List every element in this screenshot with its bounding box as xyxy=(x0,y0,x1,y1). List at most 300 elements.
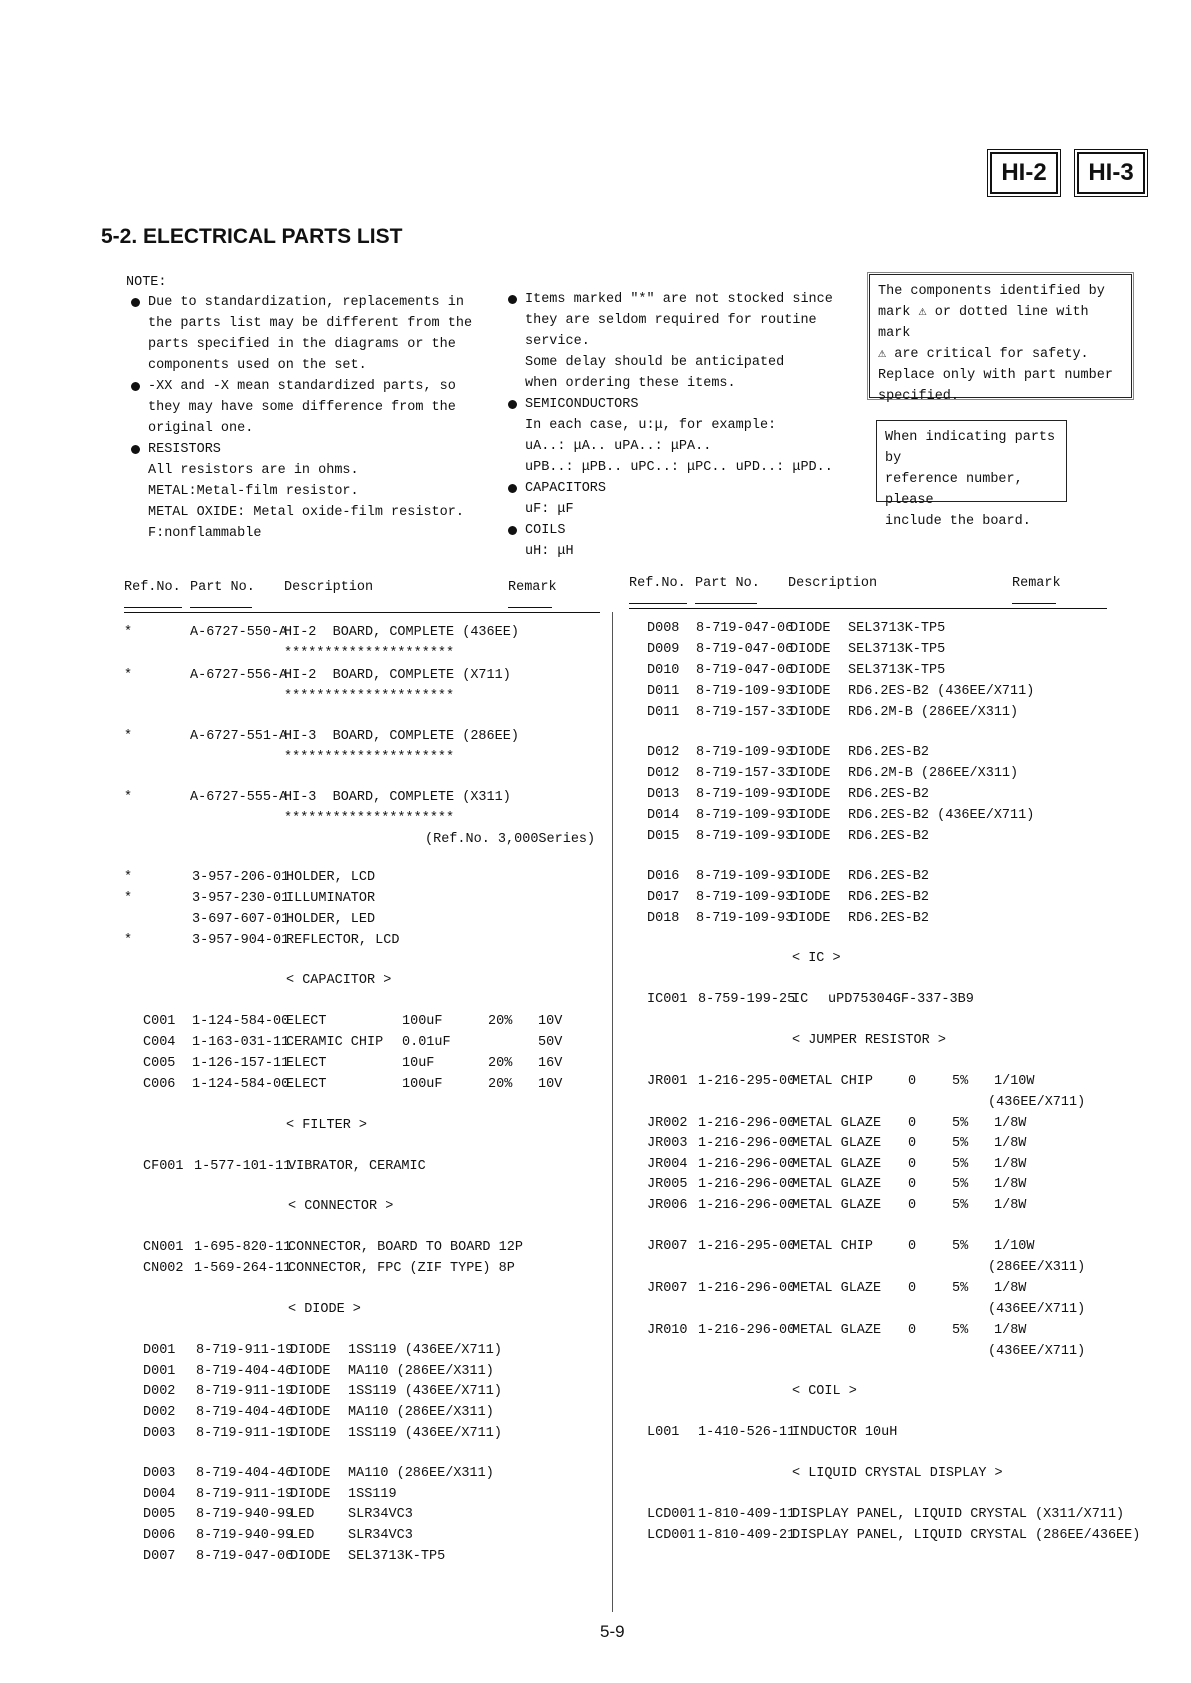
table-row xyxy=(0,618,1191,639)
board-separator: ********************* xyxy=(284,689,455,704)
table-row xyxy=(0,1484,1191,1505)
section-title-diode: < DIODE > xyxy=(288,1302,361,1317)
part-number: 8-719-911-19 xyxy=(196,1426,294,1441)
tolerance: 5% xyxy=(952,1116,969,1131)
tolerance: 5% xyxy=(952,1239,969,1254)
table-row xyxy=(0,866,1191,887)
table-row xyxy=(0,742,1191,763)
value: 0 xyxy=(908,1157,917,1172)
note-bullet-item: CAPACITORS xyxy=(503,478,863,499)
ref-no: D016 xyxy=(647,869,680,884)
description: CERAMIC CHIP xyxy=(286,1035,384,1050)
ref-no: CN001 xyxy=(143,1240,184,1255)
remark: (436EE/X711) xyxy=(988,1095,1086,1110)
type: SLR34VC3 xyxy=(348,1507,413,1522)
tolerance: 20% xyxy=(488,1077,513,1092)
value: 0 xyxy=(908,1323,917,1338)
part-number: 8-719-109-93 xyxy=(696,869,794,884)
type: 1SS119 xyxy=(348,1487,397,1502)
value: 0 xyxy=(908,1239,917,1254)
part-number: 1-163-031-11 xyxy=(192,1035,290,1050)
table-row xyxy=(0,1113,1191,1134)
description: ELECT xyxy=(286,1014,327,1029)
ref-no: JR001 xyxy=(647,1074,688,1089)
note-line: METAL:Metal-film resistor. xyxy=(148,484,359,499)
ref-no: D010 xyxy=(647,663,680,678)
table-row xyxy=(0,1032,1191,1053)
wattage: 1/10W xyxy=(994,1074,1035,1089)
wattage: 1/8W xyxy=(994,1281,1027,1296)
wattage: 1/8W xyxy=(994,1116,1027,1131)
part-number: 1-124-584-00 xyxy=(192,1077,290,1092)
wattage: 1/8W xyxy=(994,1323,1027,1338)
type: 1SS119 (436EE/X711) xyxy=(348,1343,502,1358)
ref-no: D012 xyxy=(647,766,680,781)
description: DIODE xyxy=(790,621,831,636)
description: DIODE xyxy=(790,808,831,823)
left-header-rule xyxy=(124,612,600,613)
part-number: A-6727-555-A xyxy=(190,790,288,805)
note-line: they are seldom required for routine service. xyxy=(525,313,817,349)
part-number: 3-697-607-01 xyxy=(192,912,290,927)
part-number: 1-810-409-21 xyxy=(698,1528,796,1543)
ref-no: D014 xyxy=(647,808,680,823)
ref-no: D015 xyxy=(647,829,680,844)
type: RD6.2ES-B2 xyxy=(848,911,930,926)
header-ref-no: Ref.No. xyxy=(124,580,182,608)
table-row xyxy=(0,1011,1191,1032)
value: 100uF xyxy=(402,1014,443,1029)
part-number: 8-719-157-33 xyxy=(696,705,794,720)
description: DISPLAY PANEL, LIQUID CRYSTAL (X311/X711) xyxy=(792,1507,1125,1522)
type: RD6.2M-B (286EE/X311) xyxy=(848,766,1019,781)
tab-hi-2: HI-2 xyxy=(990,152,1058,194)
description: DIODE xyxy=(790,829,831,844)
note-bullet-item: SEMICONDUCTORS xyxy=(503,394,863,415)
ref-no: D003 xyxy=(143,1426,176,1441)
description: DISPLAY PANEL, LIQUID CRYSTAL (286EE/436EE) xyxy=(792,1528,1141,1543)
table-row xyxy=(0,681,1191,702)
ref-no: D002 xyxy=(143,1384,176,1399)
notes-column-2 xyxy=(503,289,863,562)
type: SEL3713K-TP5 xyxy=(848,642,946,657)
tolerance: 20% xyxy=(488,1014,513,1029)
page-title: 5-2. ELECTRICAL PARTS LIST xyxy=(101,225,403,248)
table-row xyxy=(0,1195,1191,1216)
ref-no: JR010 xyxy=(647,1323,688,1338)
ref-no: CN002 xyxy=(143,1261,184,1276)
table-row xyxy=(0,639,1191,660)
type: MA110 (286EE/X311) xyxy=(348,1466,494,1481)
header-ref-no-right: Ref.No. xyxy=(629,576,687,604)
voltage: 10V xyxy=(538,1014,563,1029)
header-remark: Remark xyxy=(508,580,552,608)
part-number: 8-719-109-93 xyxy=(696,829,794,844)
series-note: (Ref.No. 3,000Series) xyxy=(425,832,596,847)
table-row xyxy=(0,1278,1191,1299)
table-row xyxy=(0,784,1191,805)
description: METAL GLAZE xyxy=(792,1157,882,1172)
board-reference-box xyxy=(876,420,1067,529)
tolerance: 5% xyxy=(952,1157,969,1172)
part-number: 8-719-109-93 xyxy=(696,890,794,905)
part-number: 8-719-047-06 xyxy=(696,663,794,678)
tolerance: 5% xyxy=(952,1074,969,1089)
type: 1SS119 (436EE/X711) xyxy=(348,1384,502,1399)
table-row xyxy=(0,1504,1191,1525)
box-line: mark ⚠ or dotted line with mark xyxy=(878,305,1089,341)
remark: (286EE/X311) xyxy=(988,1260,1086,1275)
ref-no: D007 xyxy=(143,1549,176,1564)
board-separator: ********************* xyxy=(284,750,455,765)
description: LED xyxy=(290,1507,315,1522)
table-row xyxy=(0,1341,1191,1362)
note-line: F:nonflammable xyxy=(148,526,262,541)
header-description-right: Description xyxy=(788,576,878,591)
table-row xyxy=(0,908,1191,929)
value: 0.01uF xyxy=(402,1035,451,1050)
ref-no: JR002 xyxy=(647,1116,688,1131)
box-line: ⚠ are critical for safety. xyxy=(878,347,1089,362)
description: HOLDER, LED xyxy=(286,912,376,927)
ref-no: D008 xyxy=(647,621,680,636)
description: HI-3 BOARD, COMPLETE (X311) xyxy=(284,790,511,805)
description: DIODE xyxy=(790,911,831,926)
note-line: All resistors are in ohms. xyxy=(148,463,359,478)
type: RD6.2M-B (286EE/X311) xyxy=(848,705,1019,720)
description: REFLECTOR, LCD xyxy=(286,933,400,948)
tolerance: 5% xyxy=(952,1323,969,1338)
note-line: In each case, u:μ, for example: xyxy=(525,418,777,433)
note-bullet-item: COILS xyxy=(503,520,863,541)
description: DIODE xyxy=(290,1426,331,1441)
note-line: components used on the set. xyxy=(148,358,367,373)
type: SEL3713K-TP5 xyxy=(848,663,946,678)
board-separator: ********************* xyxy=(284,646,455,661)
header-part-no-right: Part No. xyxy=(695,576,757,604)
not-stocked-mark: * xyxy=(124,790,133,805)
ref-no: C001 xyxy=(143,1014,176,1029)
not-stocked-mark: * xyxy=(124,729,133,744)
not-stocked-mark: * xyxy=(124,870,133,885)
table-row xyxy=(0,1299,1191,1320)
description: METAL GLAZE xyxy=(792,1136,882,1151)
not-stocked-mark: * xyxy=(124,933,133,948)
part-number: 8-719-109-93 xyxy=(696,808,794,823)
note-line: parts specified in the diagrams or the xyxy=(148,337,456,352)
value: 0 xyxy=(908,1116,917,1131)
ref-no: D003 xyxy=(143,1466,176,1481)
box-line: include the board. xyxy=(885,514,1031,529)
voltage: 50V xyxy=(538,1035,563,1050)
description: METAL CHIP xyxy=(792,1074,874,1089)
voltage: 10V xyxy=(538,1077,563,1092)
table-row xyxy=(0,826,1191,847)
description: DIODE xyxy=(290,1549,331,1564)
part-number: 8-719-404-46 xyxy=(196,1364,294,1379)
header-part-no: Part No. xyxy=(190,580,252,608)
wattage: 1/8W xyxy=(994,1177,1027,1192)
table-row xyxy=(0,660,1191,681)
box-line: Replace only with part number xyxy=(878,368,1113,383)
description: DIODE xyxy=(790,890,831,905)
part-number: 8-719-047-06 xyxy=(696,642,794,657)
table-row xyxy=(0,887,1191,908)
ref-no: CF001 xyxy=(143,1159,184,1174)
description: HOLDER, LCD xyxy=(286,870,376,885)
not-stocked-mark: * xyxy=(124,625,133,640)
section-title-filter: < FILTER > xyxy=(286,1118,368,1133)
type: SEL3713K-TP5 xyxy=(848,621,946,636)
type: SLR34VC3 xyxy=(348,1528,413,1543)
tolerance: 5% xyxy=(952,1281,969,1296)
type: RD6.2ES-B2 (436EE/X711) xyxy=(848,684,1035,699)
table-row xyxy=(0,1071,1191,1092)
part-number: 1-216-296-00 xyxy=(698,1136,796,1151)
value: 0 xyxy=(908,1177,917,1192)
table-row xyxy=(0,1257,1191,1278)
part-number: 1-216-296-00 xyxy=(698,1281,796,1296)
note-bullet-item: RESISTORS xyxy=(126,439,506,460)
type: RD6.2ES-B2 (436EE/X711) xyxy=(848,808,1035,823)
value: 0 xyxy=(908,1136,917,1151)
part-number: 3-957-230-01 xyxy=(192,891,290,906)
part-number: 8-719-404-46 xyxy=(196,1466,294,1481)
ref-no: D012 xyxy=(647,745,680,760)
wattage: 1/8W xyxy=(994,1136,1027,1151)
part-number: 1-216-295-00 xyxy=(698,1239,796,1254)
part-number: 8-719-109-93 xyxy=(696,745,794,760)
notes-column-1 xyxy=(126,292,506,544)
note-line: they may have some difference from the xyxy=(148,400,456,415)
ref-no: D001 xyxy=(143,1343,176,1358)
value: 10uF xyxy=(402,1056,435,1071)
part-number: 8-719-940-99 xyxy=(196,1507,294,1522)
description: DIODE xyxy=(290,1405,331,1420)
part-number: 1-569-264-11 xyxy=(194,1261,292,1276)
note-line: METAL OXIDE: Metal oxide-film resistor. xyxy=(148,505,464,520)
box-line: specified. xyxy=(878,389,960,404)
part-number: 1-216-296-00 xyxy=(698,1177,796,1192)
part-number: 1-216-296-00 xyxy=(698,1323,796,1338)
remark: (436EE/X711) xyxy=(988,1302,1086,1317)
description: METAL GLAZE xyxy=(792,1198,882,1213)
description: ELECT xyxy=(286,1056,327,1071)
description: HI-3 BOARD, COMPLETE (286EE) xyxy=(284,729,519,744)
part-number: 8-759-199-25 xyxy=(698,992,796,1007)
description: ILLUMINATOR xyxy=(286,891,376,906)
part-number: 8-719-109-93 xyxy=(696,684,794,699)
section-title-jumper-resistor: < JUMPER RESISTOR > xyxy=(792,1033,946,1048)
type: MA110 (286EE/X311) xyxy=(348,1364,494,1379)
wattage: 1/10W xyxy=(994,1239,1035,1254)
description: METAL GLAZE xyxy=(792,1116,882,1131)
ref-no: D017 xyxy=(647,890,680,905)
description: INDUCTOR 10uH xyxy=(792,1425,898,1440)
table-row xyxy=(0,1174,1191,1195)
description: METAL GLAZE xyxy=(792,1177,882,1192)
part-number: 1-124-584-00 xyxy=(192,1014,290,1029)
part-number: 8-719-047-06 xyxy=(196,1549,294,1564)
value: 0 xyxy=(908,1074,917,1089)
type: RD6.2ES-B2 xyxy=(848,829,930,844)
description: CONNECTOR, BOARD TO BOARD 12P xyxy=(288,1240,523,1255)
notes-heading: NOTE: xyxy=(126,275,167,290)
right-header-rule xyxy=(629,608,1107,609)
note-line: uA..: μA.. uPA..: μPA.. xyxy=(525,439,712,454)
part-number: 1-216-296-00 xyxy=(698,1157,796,1172)
table-row xyxy=(0,1133,1191,1154)
note-line: when ordering these items. xyxy=(525,376,736,391)
not-stocked-mark: * xyxy=(124,891,133,906)
table-row xyxy=(0,702,1191,723)
description: LED xyxy=(290,1528,315,1543)
part-number: 1-216-295-00 xyxy=(698,1074,796,1089)
note-line: uPB..: μPB.. uPC..: μPC.. uPD..: μPD.. xyxy=(525,460,833,475)
type: RD6.2ES-B2 xyxy=(848,745,930,760)
wattage: 1/8W xyxy=(994,1157,1027,1172)
ref-no: LCD001 xyxy=(647,1528,696,1543)
part-number: 8-719-911-19 xyxy=(196,1487,294,1502)
ref-no: D011 xyxy=(647,684,680,699)
part-number: 1-216-296-00 xyxy=(698,1116,796,1131)
table-row xyxy=(0,989,1191,1010)
description: DIODE xyxy=(790,705,831,720)
description: DIODE xyxy=(790,766,831,781)
description: IC xyxy=(792,992,809,1007)
note-line: uF: μF xyxy=(525,502,574,517)
description: METAL CHIP xyxy=(792,1239,874,1254)
part-number: 1-695-820-11 xyxy=(194,1240,292,1255)
ref-no: D009 xyxy=(647,642,680,657)
section-title-connector: < CONNECTOR > xyxy=(288,1199,394,1214)
tolerance: 20% xyxy=(488,1056,513,1071)
ref-no: D002 xyxy=(143,1405,176,1420)
section-title-capacitor: < CAPACITOR > xyxy=(286,973,392,988)
ref-no: LCD001 xyxy=(647,1507,696,1522)
part-number: 8-719-157-33 xyxy=(696,766,794,781)
table-row xyxy=(0,1154,1191,1175)
tolerance: 5% xyxy=(952,1198,969,1213)
note-line: original one. xyxy=(148,421,254,436)
type: RD6.2ES-B2 xyxy=(848,787,930,802)
part-number: A-6727-551-A xyxy=(190,729,288,744)
ref-no: IC001 xyxy=(647,992,688,1007)
type: MA110 (286EE/X311) xyxy=(348,1405,494,1420)
box-line: When indicating parts by xyxy=(885,430,1056,466)
table-row xyxy=(0,930,1191,951)
type: 1SS119 (436EE/X711) xyxy=(348,1426,502,1441)
table-row xyxy=(0,805,1191,826)
description: ELECT xyxy=(286,1077,327,1092)
part-number: 1-126-157-11 xyxy=(192,1056,290,1071)
type: RD6.2ES-B2 xyxy=(848,869,930,884)
note-bullet-item: -XX and -X mean standardized parts, so xyxy=(126,376,506,397)
note-line: the parts list may be different from the xyxy=(148,316,473,331)
table-row xyxy=(0,1381,1191,1402)
table-row xyxy=(0,1361,1191,1382)
part-number: 8-719-911-19 xyxy=(196,1384,294,1399)
tab-hi-3: HI-3 xyxy=(1077,152,1145,194)
type: SEL3713K-TP5 xyxy=(348,1549,446,1564)
table-row xyxy=(0,1525,1191,1546)
ref-no: JR006 xyxy=(647,1198,688,1213)
part-number: 3-957-206-01 xyxy=(192,870,290,885)
ref-no: D013 xyxy=(647,787,680,802)
ref-no: D006 xyxy=(143,1528,176,1543)
description: DIODE xyxy=(290,1466,331,1481)
part-number: 8-719-109-93 xyxy=(696,911,794,926)
box-line: The components identified by xyxy=(878,284,1105,299)
wattage: 1/8W xyxy=(994,1198,1027,1213)
remark: (436EE/X711) xyxy=(988,1344,1086,1359)
part-number: 1-577-101-11 xyxy=(194,1159,292,1174)
section-title-ic: < IC > xyxy=(792,951,841,966)
part-number: 8-719-109-93 xyxy=(696,787,794,802)
ref-no: D011 xyxy=(647,705,680,720)
ref-no: C006 xyxy=(143,1077,176,1092)
part-number: A-6727-556-A xyxy=(190,668,288,683)
description: DIODE xyxy=(290,1364,331,1379)
ref-no: D018 xyxy=(647,911,680,926)
value: 0 xyxy=(908,1198,917,1213)
section-title-liquid-crystal-display: < LIQUID CRYSTAL DISPLAY > xyxy=(792,1466,1003,1481)
page-number: 5-9 xyxy=(600,1622,625,1641)
description: DIODE xyxy=(790,642,831,657)
not-stocked-mark: * xyxy=(124,668,133,683)
description: METAL GLAZE xyxy=(792,1323,882,1338)
box-line: reference number, please xyxy=(885,472,1023,508)
table-row xyxy=(0,1402,1191,1423)
ref-no: D004 xyxy=(143,1487,176,1502)
ref-no: C005 xyxy=(143,1056,176,1071)
description: DIODE xyxy=(790,869,831,884)
value: 100uF xyxy=(402,1077,443,1092)
note-bullet-item: Due to standardization, replacements in xyxy=(126,292,506,313)
note-line: Some delay should be anticipated xyxy=(525,355,785,370)
description: DIODE xyxy=(790,787,831,802)
description: DIODE xyxy=(790,745,831,760)
header-description: Description xyxy=(284,580,374,595)
ref-no: D001 xyxy=(143,1364,176,1379)
ref-no: JR007 xyxy=(647,1281,688,1296)
description: HI-2 BOARD, COMPLETE (X711) xyxy=(284,668,511,683)
value: 0 xyxy=(908,1281,917,1296)
part-number: 8-719-404-46 xyxy=(196,1405,294,1420)
header-remark-right: Remark xyxy=(1012,576,1056,604)
part-number: 3-957-904-01 xyxy=(192,933,290,948)
tolerance: 5% xyxy=(952,1136,969,1151)
description: DIODE xyxy=(290,1343,331,1358)
table-row xyxy=(0,1463,1191,1484)
type: uPD75304GF-337-3B9 xyxy=(828,992,974,1007)
description: CONNECTOR, FPC (ZIF TYPE) 8P xyxy=(288,1261,515,1276)
description: HI-2 BOARD, COMPLETE (436EE) xyxy=(284,625,519,640)
description: METAL GLAZE xyxy=(792,1281,882,1296)
description: DIODE xyxy=(790,663,831,678)
ref-no: C004 xyxy=(143,1035,176,1050)
board-separator: ********************* xyxy=(284,811,455,826)
table-row xyxy=(0,1422,1191,1443)
type: RD6.2ES-B2 xyxy=(848,890,930,905)
part-number: 1-410-526-11 xyxy=(698,1425,796,1440)
description: DIODE xyxy=(790,684,831,699)
part-number: 8-719-940-99 xyxy=(196,1528,294,1543)
description: DIODE xyxy=(290,1487,331,1502)
part-number: 8-719-047-06 xyxy=(696,621,794,636)
part-number: 1-810-409-11 xyxy=(698,1507,796,1522)
tolerance: 5% xyxy=(952,1177,969,1192)
